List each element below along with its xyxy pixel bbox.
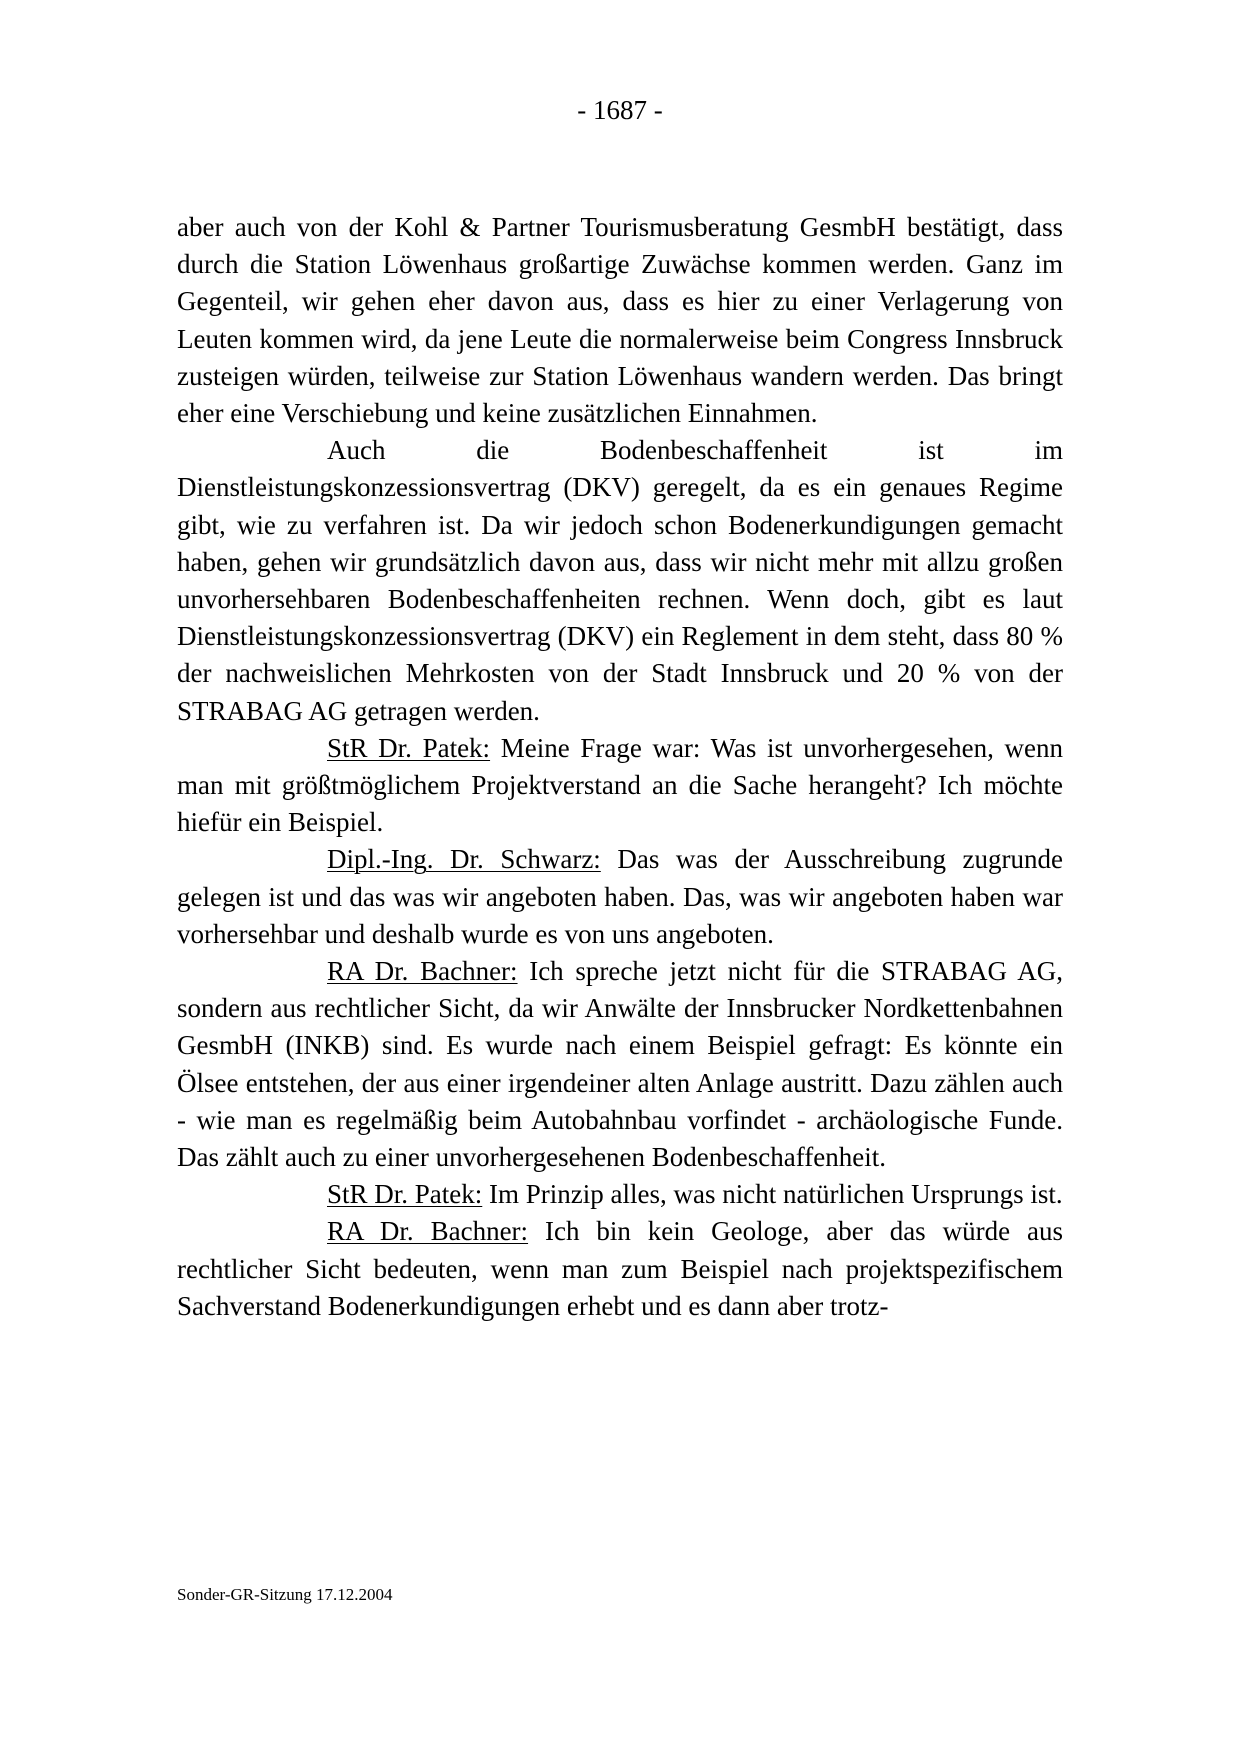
page-number: - 1687 - bbox=[577, 95, 663, 125]
transcript-body bbox=[177, 209, 1063, 1325]
footer-session-date: Sonder-GR-Sitzung 17.12.2004 bbox=[177, 1585, 393, 1604]
paragraph-text: aber auch von der Kohl & Partner Tourismusberatung GesmbH bestätigt, dass durch die Station Löwenhaus großartige Zuwächse kommen werden. Ganz im Gegenteil, wir gehen eher davon aus, dass es hier zu einer Verlagerung von Leuten kommen wird, da jene Leute die normalerweise beim Congress Innsbruck zusteigen würden, teilweise zur Station Löwenhaus wandern werden. Das bringt eher eine Verschiebung und keine zusätzlichen Einnahmen. bbox=[177, 212, 1063, 429]
paragraph-text: Auch die Bodenbeschaffenheit ist im Dienstleistungskonzessionsvertrag (DKV) geregelt, da es ein genaues Regime gibt, wie zu verfahren ist. Da wir jedoch schon Bodenerkundigungen gemacht haben, gehen wir grundsätzlich davon aus, dass wir nicht mehr mit allzu großen unvorhersehbaren Bodenbeschaffenheiten rechnen. Wenn doch, gibt es laut Dienstleistungskonzessionsvertrag (DKV) ein Reglement in dem steht, dass 80 % der nachweislichen Mehrkosten von der Stadt Innsbruck und 20 % von der STRABAG AG getragen werden. bbox=[177, 435, 1063, 726]
speaker-name: StR Dr. Patek: bbox=[327, 1179, 483, 1210]
speaker-name: Dipl.-Ing. Dr. Schwarz: bbox=[327, 844, 601, 875]
paragraph-text: Ich spreche jetzt nicht für die STRABAG AG, sondern aus rechtlicher Sicht, da wir Anwälte der Innsbrucker Nordkettenbahnen GesmbH (INKB) sind. Es wurde nach einem Beispiel gefragt: Es könnte ein Ölsee entstehen, der aus einer irgendeiner alten Anlage austritt. Dazu zählen auch - wie man es regelmäßig beim Autobahnbau vorfindet - archäologische Funde. Das zählt auch zu einer unvorhergesehenen Bodenbeschaffenheit. bbox=[177, 956, 1063, 1173]
paragraph-text: Im Prinzip alles, was nicht natürlichen Ursprungs ist. bbox=[482, 1179, 1063, 1210]
paragraph-statement bbox=[177, 1213, 1063, 1325]
paragraph-text: Meine Frage war: Was ist unvorhergesehen, wenn man mit größtmöglichem Projektverstand an die Sache herangeht? Ich möchte hiefür ein Beispiel. bbox=[177, 732, 1064, 838]
paragraph-text: Ich bin kein Geologe, aber das würde aus rechtlicher Sicht bedeuten, wenn man zum Beispiel nach projektspezifischem Sachverstand Bodenerkundigungen erhebt und es dann aber trotz- bbox=[177, 1216, 1063, 1321]
paragraph-soil-conditions bbox=[177, 432, 1063, 730]
speaker-name: RA Dr. Bachner: bbox=[327, 956, 518, 987]
paragraph-text: Das was der Ausschreibung zugrunde gelegen ist und das was wir angeboten haben. Das, was wir angeboten haben war vorhersehbar und deshalb wurde es von uns angeboten. bbox=[177, 844, 1063, 949]
speaker-name: StR Dr. Patek: bbox=[327, 732, 491, 763]
paragraph-continuation bbox=[177, 209, 1063, 432]
speaker-name: RA Dr. Bachner: bbox=[327, 1216, 529, 1247]
paragraph-statement bbox=[177, 730, 1063, 842]
paragraph-statement bbox=[177, 1176, 1063, 1213]
paragraph-statement bbox=[177, 841, 1063, 953]
paragraph-statement bbox=[177, 953, 1063, 1176]
